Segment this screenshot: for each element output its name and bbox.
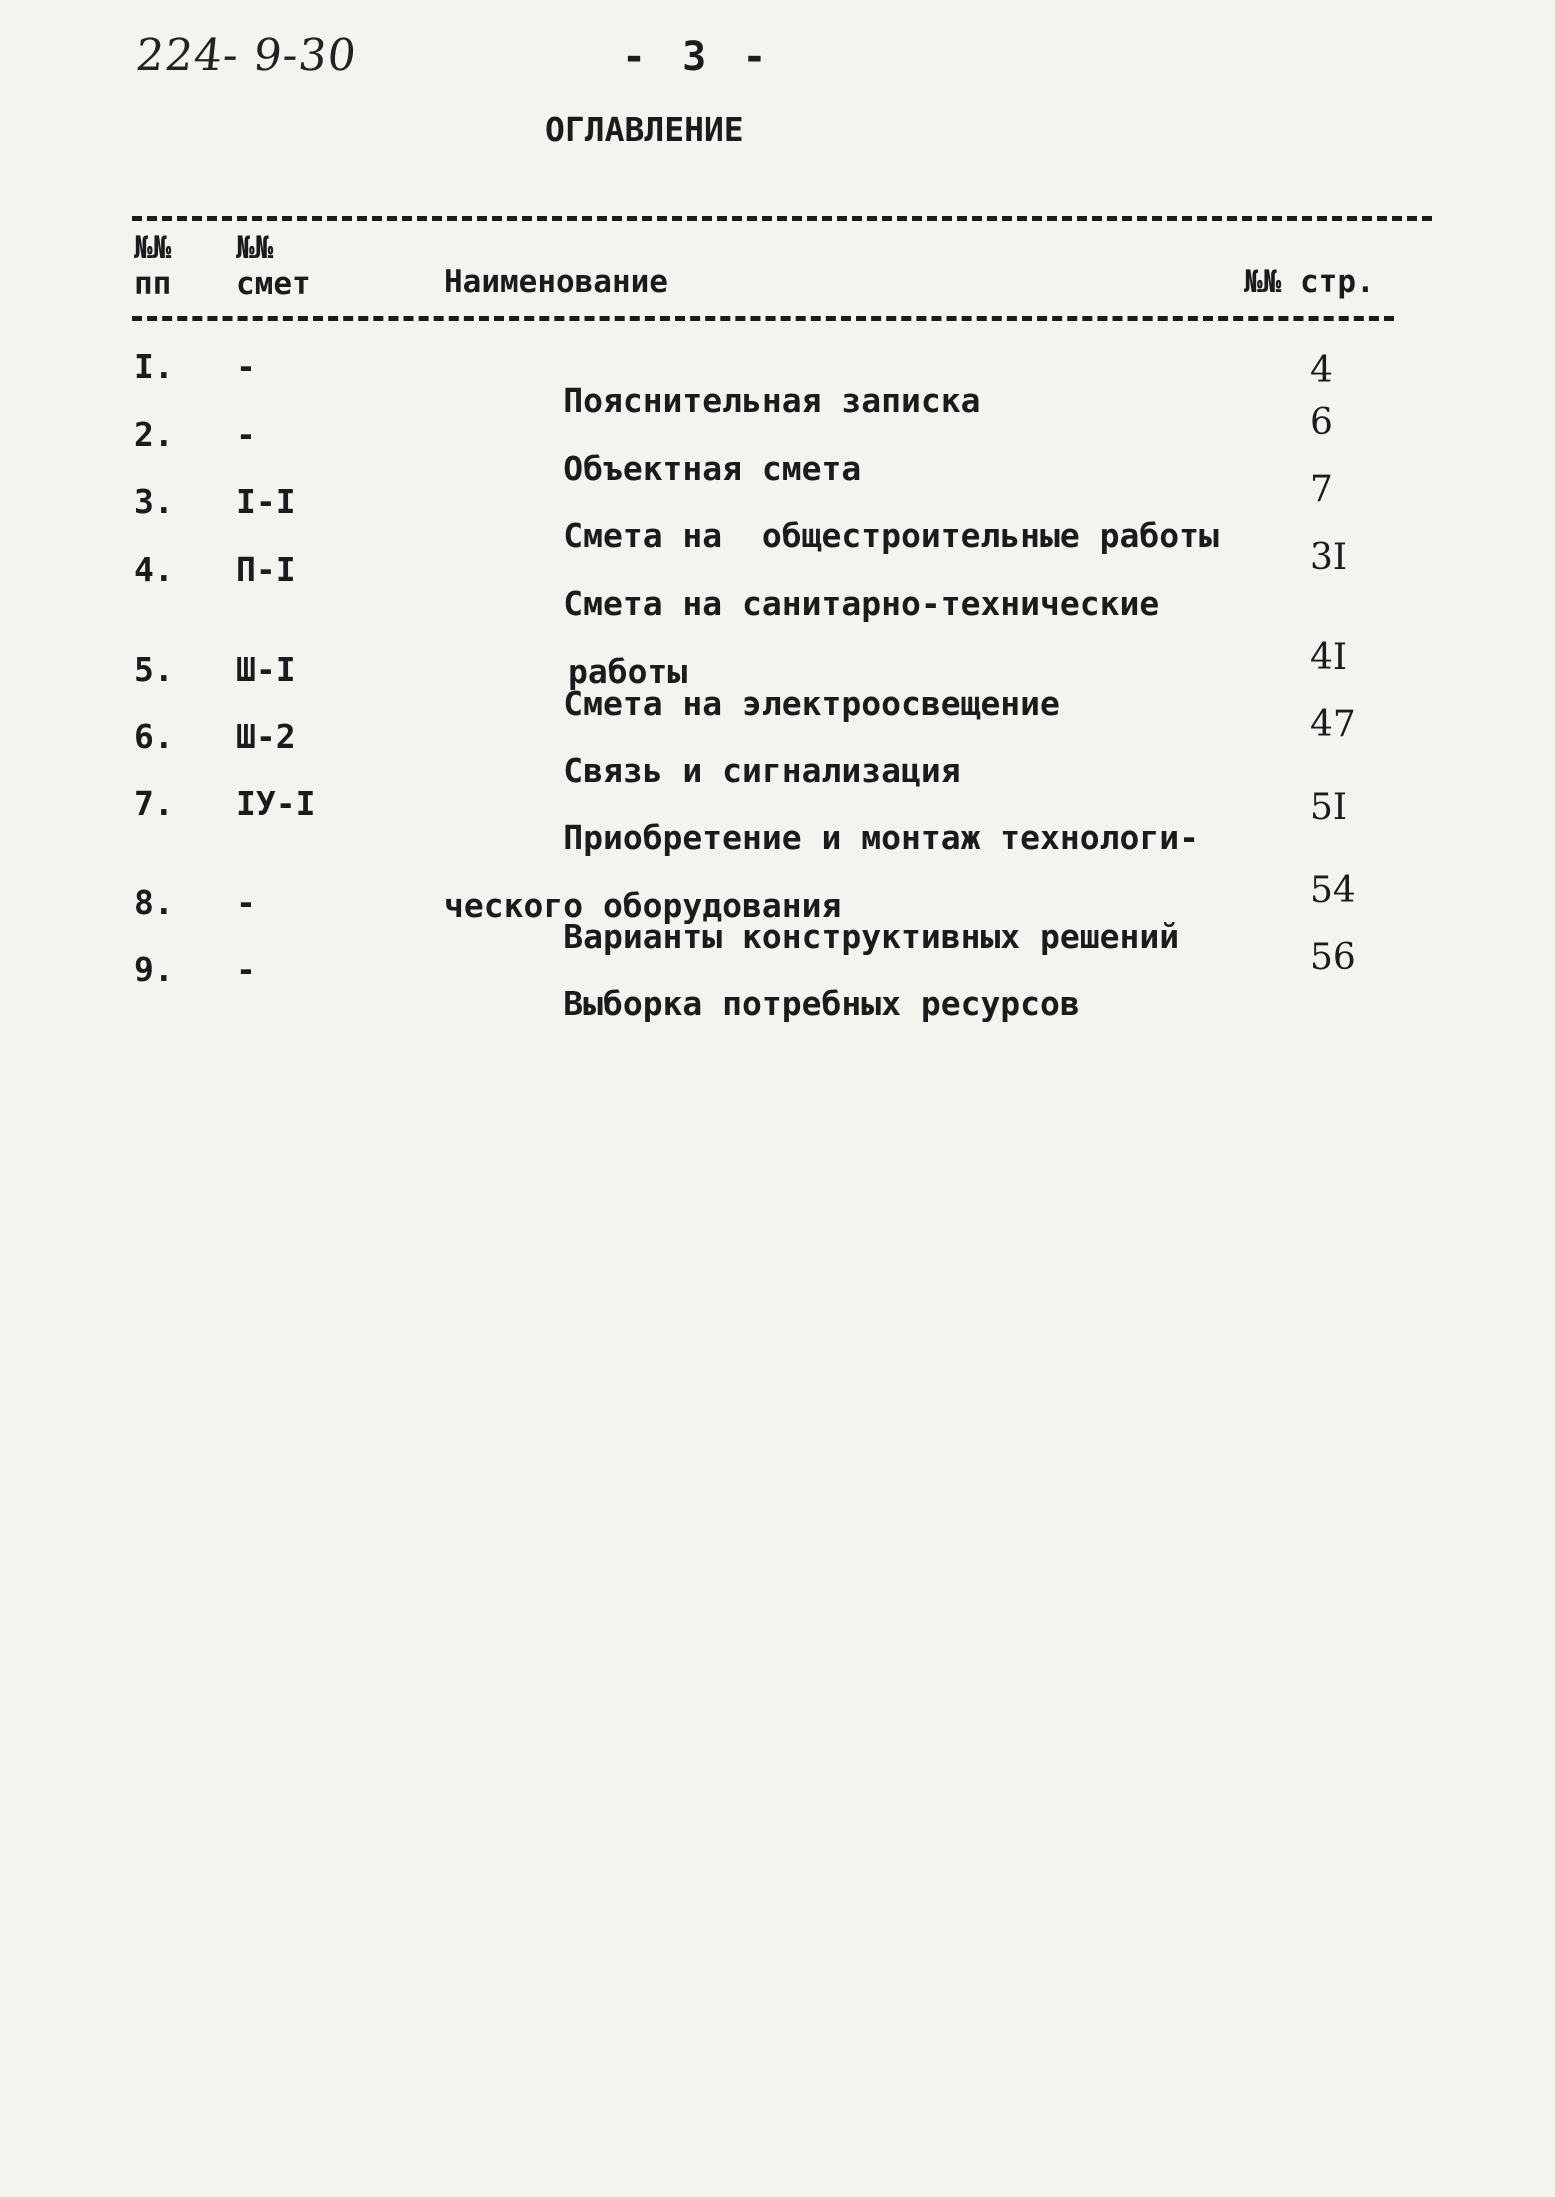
row-estimate-number: П-I: [236, 550, 296, 589]
row-title-line2: работы: [568, 652, 688, 691]
page-number: - 3 -: [622, 34, 773, 80]
row-number: 4.: [134, 550, 174, 589]
row-estimate-number: -: [236, 950, 256, 989]
row-title-line1: Выборка потребных ресурсов: [563, 984, 1080, 1023]
row-estimate-number: Ш-2: [236, 717, 296, 756]
column-header-page: №№ стр.: [1244, 264, 1375, 300]
row-page: 47: [1310, 704, 1356, 745]
row-page: 54: [1310, 870, 1356, 911]
row-title-line1: Варианты конструктивных решений: [563, 917, 1180, 956]
row-estimate-number: -: [236, 347, 256, 386]
row-title-line2: ческого оборудования: [444, 886, 842, 925]
row-page: 4: [1310, 350, 1333, 391]
row-estimate-number: -: [236, 883, 256, 922]
column-header-name: Наименование: [444, 264, 668, 300]
row-estimate-number: I-I: [236, 482, 296, 521]
row-page: 4I: [1310, 637, 1348, 678]
document-code: 224- 9-30: [133, 30, 360, 81]
row-number: 3.: [134, 482, 174, 521]
row-number: 6.: [134, 717, 174, 756]
column-header-pp: [134, 230, 171, 302]
row-page: 6: [1310, 402, 1333, 443]
row-page: 5I: [1310, 787, 1348, 828]
row-number: I.: [134, 347, 174, 386]
row-page: 56: [1310, 937, 1356, 978]
row-title-line1: Объектная смета: [563, 449, 862, 488]
row-title-line1: Пояснительная записка: [563, 381, 981, 420]
column-header-smet: [236, 230, 311, 302]
table-header-divider: [132, 316, 1394, 321]
row-number: 9.: [134, 950, 174, 989]
row-number: 8.: [134, 883, 174, 922]
row-page: 3I: [1310, 537, 1348, 578]
row-title-line1: Смета на санитарно-технические: [563, 584, 1160, 623]
row-estimate-number: IУ-I: [236, 784, 316, 823]
toc-title: ОГЛАВЛЕНИЕ: [545, 110, 744, 149]
row-title-line1: Приобретение и монтаж технологи-: [563, 818, 1199, 857]
row-number: 5.: [134, 650, 174, 689]
row-number: 7.: [134, 784, 174, 823]
row-number: 2.: [134, 415, 174, 454]
table-top-divider: [132, 216, 1432, 221]
column-header-pp-text: №№ пп: [134, 230, 172, 302]
row-page: 7: [1310, 469, 1333, 510]
row-estimate-number: Ш-I: [236, 650, 296, 689]
row-title-line1: Связь и сигнализация: [563, 751, 961, 790]
row-estimate-number: -: [236, 415, 256, 454]
row-title-line1: Смета на общестроительные работы: [563, 516, 1219, 555]
row-title-line1: Смета на электроосвещение: [563, 684, 1060, 723]
column-header-smet-text: №№ смет: [236, 230, 311, 302]
row-title: [444, 953, 1080, 1055]
